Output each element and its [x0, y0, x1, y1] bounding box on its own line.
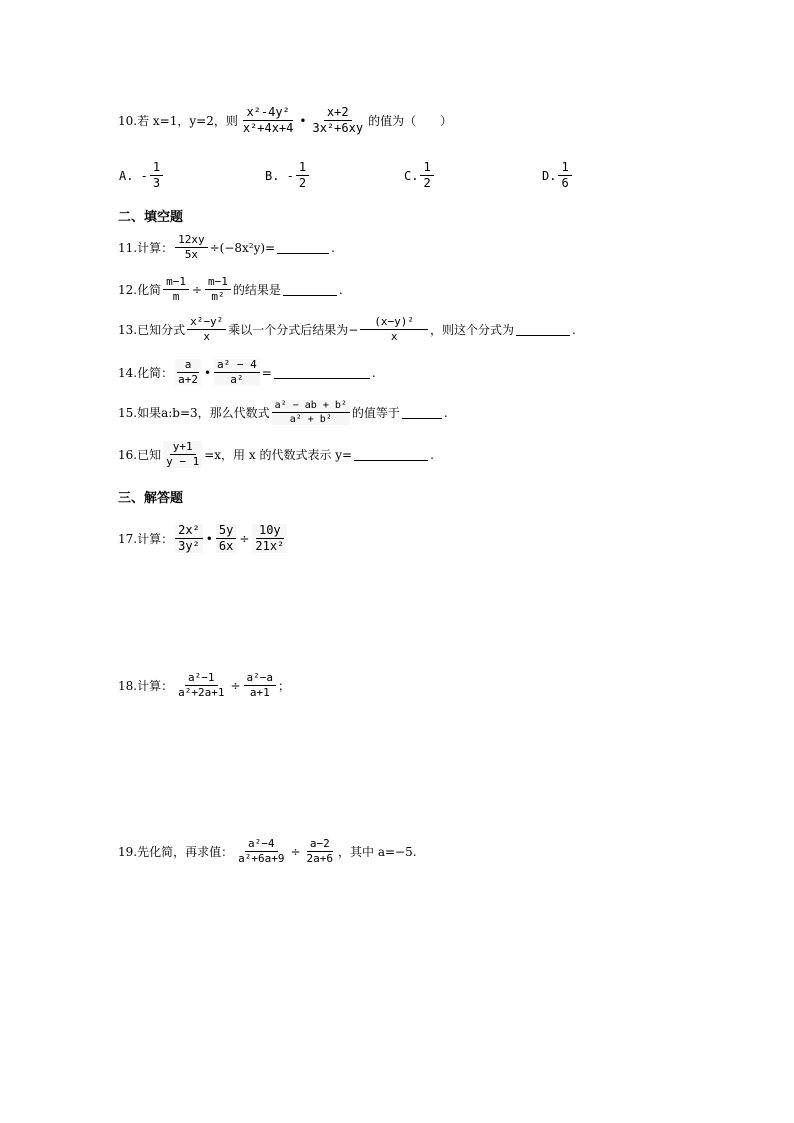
- q11-end: .: [331, 240, 335, 255]
- question-18: [118, 672, 290, 699]
- q12-prefix: 12.化简: [118, 283, 162, 298]
- q12-f1-denominator: m: [172, 290, 180, 304]
- q12-suffix: 的结果是: [232, 283, 281, 298]
- q11-denominator: 5x: [184, 248, 198, 262]
- q19-f1-numerator: a²−4: [245, 838, 278, 852]
- answer-blank[interactable]: [277, 241, 329, 254]
- q13-f2-denominator: x: [390, 330, 398, 344]
- q14-f1-denominator: a+2: [178, 373, 198, 387]
- q15-prefix: 15.如果a:b=3，那么代数式: [118, 406, 270, 420]
- question-16: [118, 441, 434, 468]
- option-b-numerator: 1: [296, 161, 309, 176]
- q15-denominator: a² + b²: [289, 414, 332, 425]
- q17-divide: ÷: [239, 531, 250, 546]
- q19-f1-denominator: a²+6a+9: [238, 852, 285, 866]
- option-a-numerator: 1: [150, 161, 163, 176]
- q19-prefix: 19.先化简，再求值：: [118, 845, 234, 860]
- question-12: [118, 276, 343, 303]
- q18-f2-numerator: a²−a: [244, 672, 277, 686]
- q17-f2-denominator: 6x: [218, 539, 234, 554]
- q15-fraction: [272, 400, 350, 425]
- answer-blank[interactable]: [274, 366, 370, 379]
- q18-divide: ÷: [230, 678, 241, 693]
- q19-f2-numerator: a−2: [307, 838, 333, 852]
- q14-prefix: 14.化简：: [118, 366, 174, 381]
- q10-fraction-2: [309, 106, 366, 135]
- option-d-label: D.: [542, 168, 557, 183]
- q17-f3-denominator: 21x²: [255, 539, 285, 554]
- question-19: [118, 838, 417, 865]
- q13-fraction-2: [360, 316, 428, 343]
- q18-f1-denominator: a²+2a+1: [178, 686, 225, 700]
- q12-fraction-1: [163, 276, 189, 303]
- option-b-denominator: 2: [298, 176, 307, 191]
- q14-f2-numerator: a² − 4: [214, 359, 260, 373]
- q10-fraction-1: [240, 106, 297, 135]
- q13-f2-numerator: (x−y)²: [360, 316, 428, 330]
- q14-fraction-2: [214, 359, 260, 386]
- q18-prefix: 18.计算：: [118, 679, 174, 694]
- option-b: [265, 161, 311, 190]
- q14-dot: •: [203, 365, 212, 380]
- q17-fraction-3: [252, 524, 287, 553]
- q10-f2-numerator: x+2: [324, 106, 352, 121]
- option-b-fraction: [296, 161, 309, 190]
- q11-fraction: [175, 234, 208, 261]
- q16-end: .: [430, 447, 434, 462]
- q14-f1-numerator: a: [177, 359, 200, 373]
- option-a-label: A. -: [119, 168, 148, 183]
- question-15: [118, 400, 448, 425]
- question-11: [118, 234, 335, 261]
- q14-fraction-1: [175, 359, 201, 386]
- q16-denominator: y − 1: [166, 455, 200, 469]
- q18-fraction-2: [244, 672, 277, 699]
- q14-f2-denominator: a²: [230, 373, 244, 387]
- q12-f2-numerator: m−1: [205, 276, 231, 290]
- q19-suffix: ，其中 a=−5.: [338, 845, 417, 860]
- q17-fraction-2: [216, 524, 236, 553]
- q17-fraction-1: [175, 524, 203, 553]
- answer-blank[interactable]: [283, 283, 337, 296]
- q11-rest: ÷(−8x²y)=: [209, 240, 276, 255]
- q11-numerator: 12xy: [175, 234, 208, 248]
- answer-blank[interactable]: [402, 406, 442, 419]
- q12-f2-denominator: m²: [211, 290, 225, 304]
- option-a-denominator: 3: [152, 176, 161, 191]
- question-13: [118, 316, 576, 343]
- q12-divide: ÷: [191, 282, 203, 297]
- question-14: [118, 359, 376, 386]
- q13-end: .: [572, 322, 576, 337]
- q17-dot: •: [205, 531, 213, 546]
- q13-fraction-1: [187, 316, 226, 343]
- q15-numerator: a² − ab + b²: [272, 400, 350, 413]
- q10-dot: •: [299, 113, 307, 128]
- q10-f1-numerator: x²-4y²: [243, 106, 292, 121]
- q14-equals: =: [261, 365, 272, 380]
- section-heading-solve: 三、解答题: [118, 491, 184, 506]
- option-c-denominator: 2: [423, 176, 431, 191]
- q16-prefix: 16.已知: [118, 448, 162, 463]
- q10-f1-denominator: x²+4x+4: [242, 121, 294, 136]
- option-c: [404, 161, 436, 190]
- section-heading-fill-in: 二、填空题: [118, 210, 184, 225]
- option-a: [119, 161, 165, 190]
- option-c-label: C.: [404, 168, 419, 183]
- q10-prefix: 10.若 x=1，y=2，则: [118, 114, 238, 129]
- question-17: [118, 524, 289, 553]
- q10-f2-denominator: 3x²+6xy: [312, 121, 364, 136]
- q13-f1-numerator: x²−y²: [187, 316, 226, 330]
- q19-fraction-1: [235, 838, 287, 865]
- q19-fraction-2: [304, 838, 337, 865]
- q11-prefix: 11.计算：: [118, 241, 174, 256]
- option-c-fraction: [420, 161, 433, 190]
- option-c-numerator: 1: [420, 161, 433, 176]
- q16-fraction: [163, 441, 202, 468]
- q12-f1-numerator: m−1: [163, 276, 189, 290]
- option-b-label: B. -: [265, 168, 294, 183]
- option-d: [542, 161, 574, 190]
- option-a-fraction: [150, 161, 163, 190]
- q16-suffix: =x，用 x 的代数式表示 y=: [204, 448, 353, 463]
- q13-mid: 乘以一个分式后结果为−: [228, 323, 359, 338]
- q13-prefix: 13.已知分式: [118, 323, 186, 338]
- q16-numerator: y+1: [170, 441, 196, 455]
- q17-f1-denominator: 3y²: [178, 539, 200, 554]
- q14-end: .: [371, 365, 376, 380]
- q15-end: .: [443, 405, 448, 420]
- q15-suffix: 的值等于: [351, 406, 400, 420]
- answer-blank[interactable]: [354, 448, 428, 461]
- q13-f1-denominator: x: [203, 330, 210, 344]
- q19-divide: ÷: [290, 844, 301, 859]
- q17-prefix: 17.计算：: [118, 532, 174, 547]
- q18-f2-denominator: a+1: [249, 686, 270, 700]
- answer-blank[interactable]: [516, 323, 570, 336]
- q12-fraction-2: [205, 276, 231, 303]
- q17-f2-numerator: 5y: [216, 524, 236, 539]
- option-d-denominator: 6: [561, 176, 569, 191]
- question-10: [118, 106, 452, 135]
- q10-suffix: 的值为（ ）: [368, 114, 453, 129]
- q18-end: ；: [278, 679, 291, 694]
- q18-f1-numerator: a²−1: [185, 672, 218, 686]
- q12-end: .: [338, 282, 343, 297]
- q17-f3-numerator: 10y: [256, 524, 284, 539]
- q19-f2-denominator: 2a+6: [306, 852, 334, 866]
- q18-fraction-1: [175, 672, 227, 699]
- option-d-fraction: [558, 161, 571, 190]
- q13-suffix: ，则这个分式为: [430, 323, 515, 338]
- option-d-numerator: 1: [558, 161, 571, 176]
- q17-f1-numerator: 2x²: [175, 524, 203, 539]
